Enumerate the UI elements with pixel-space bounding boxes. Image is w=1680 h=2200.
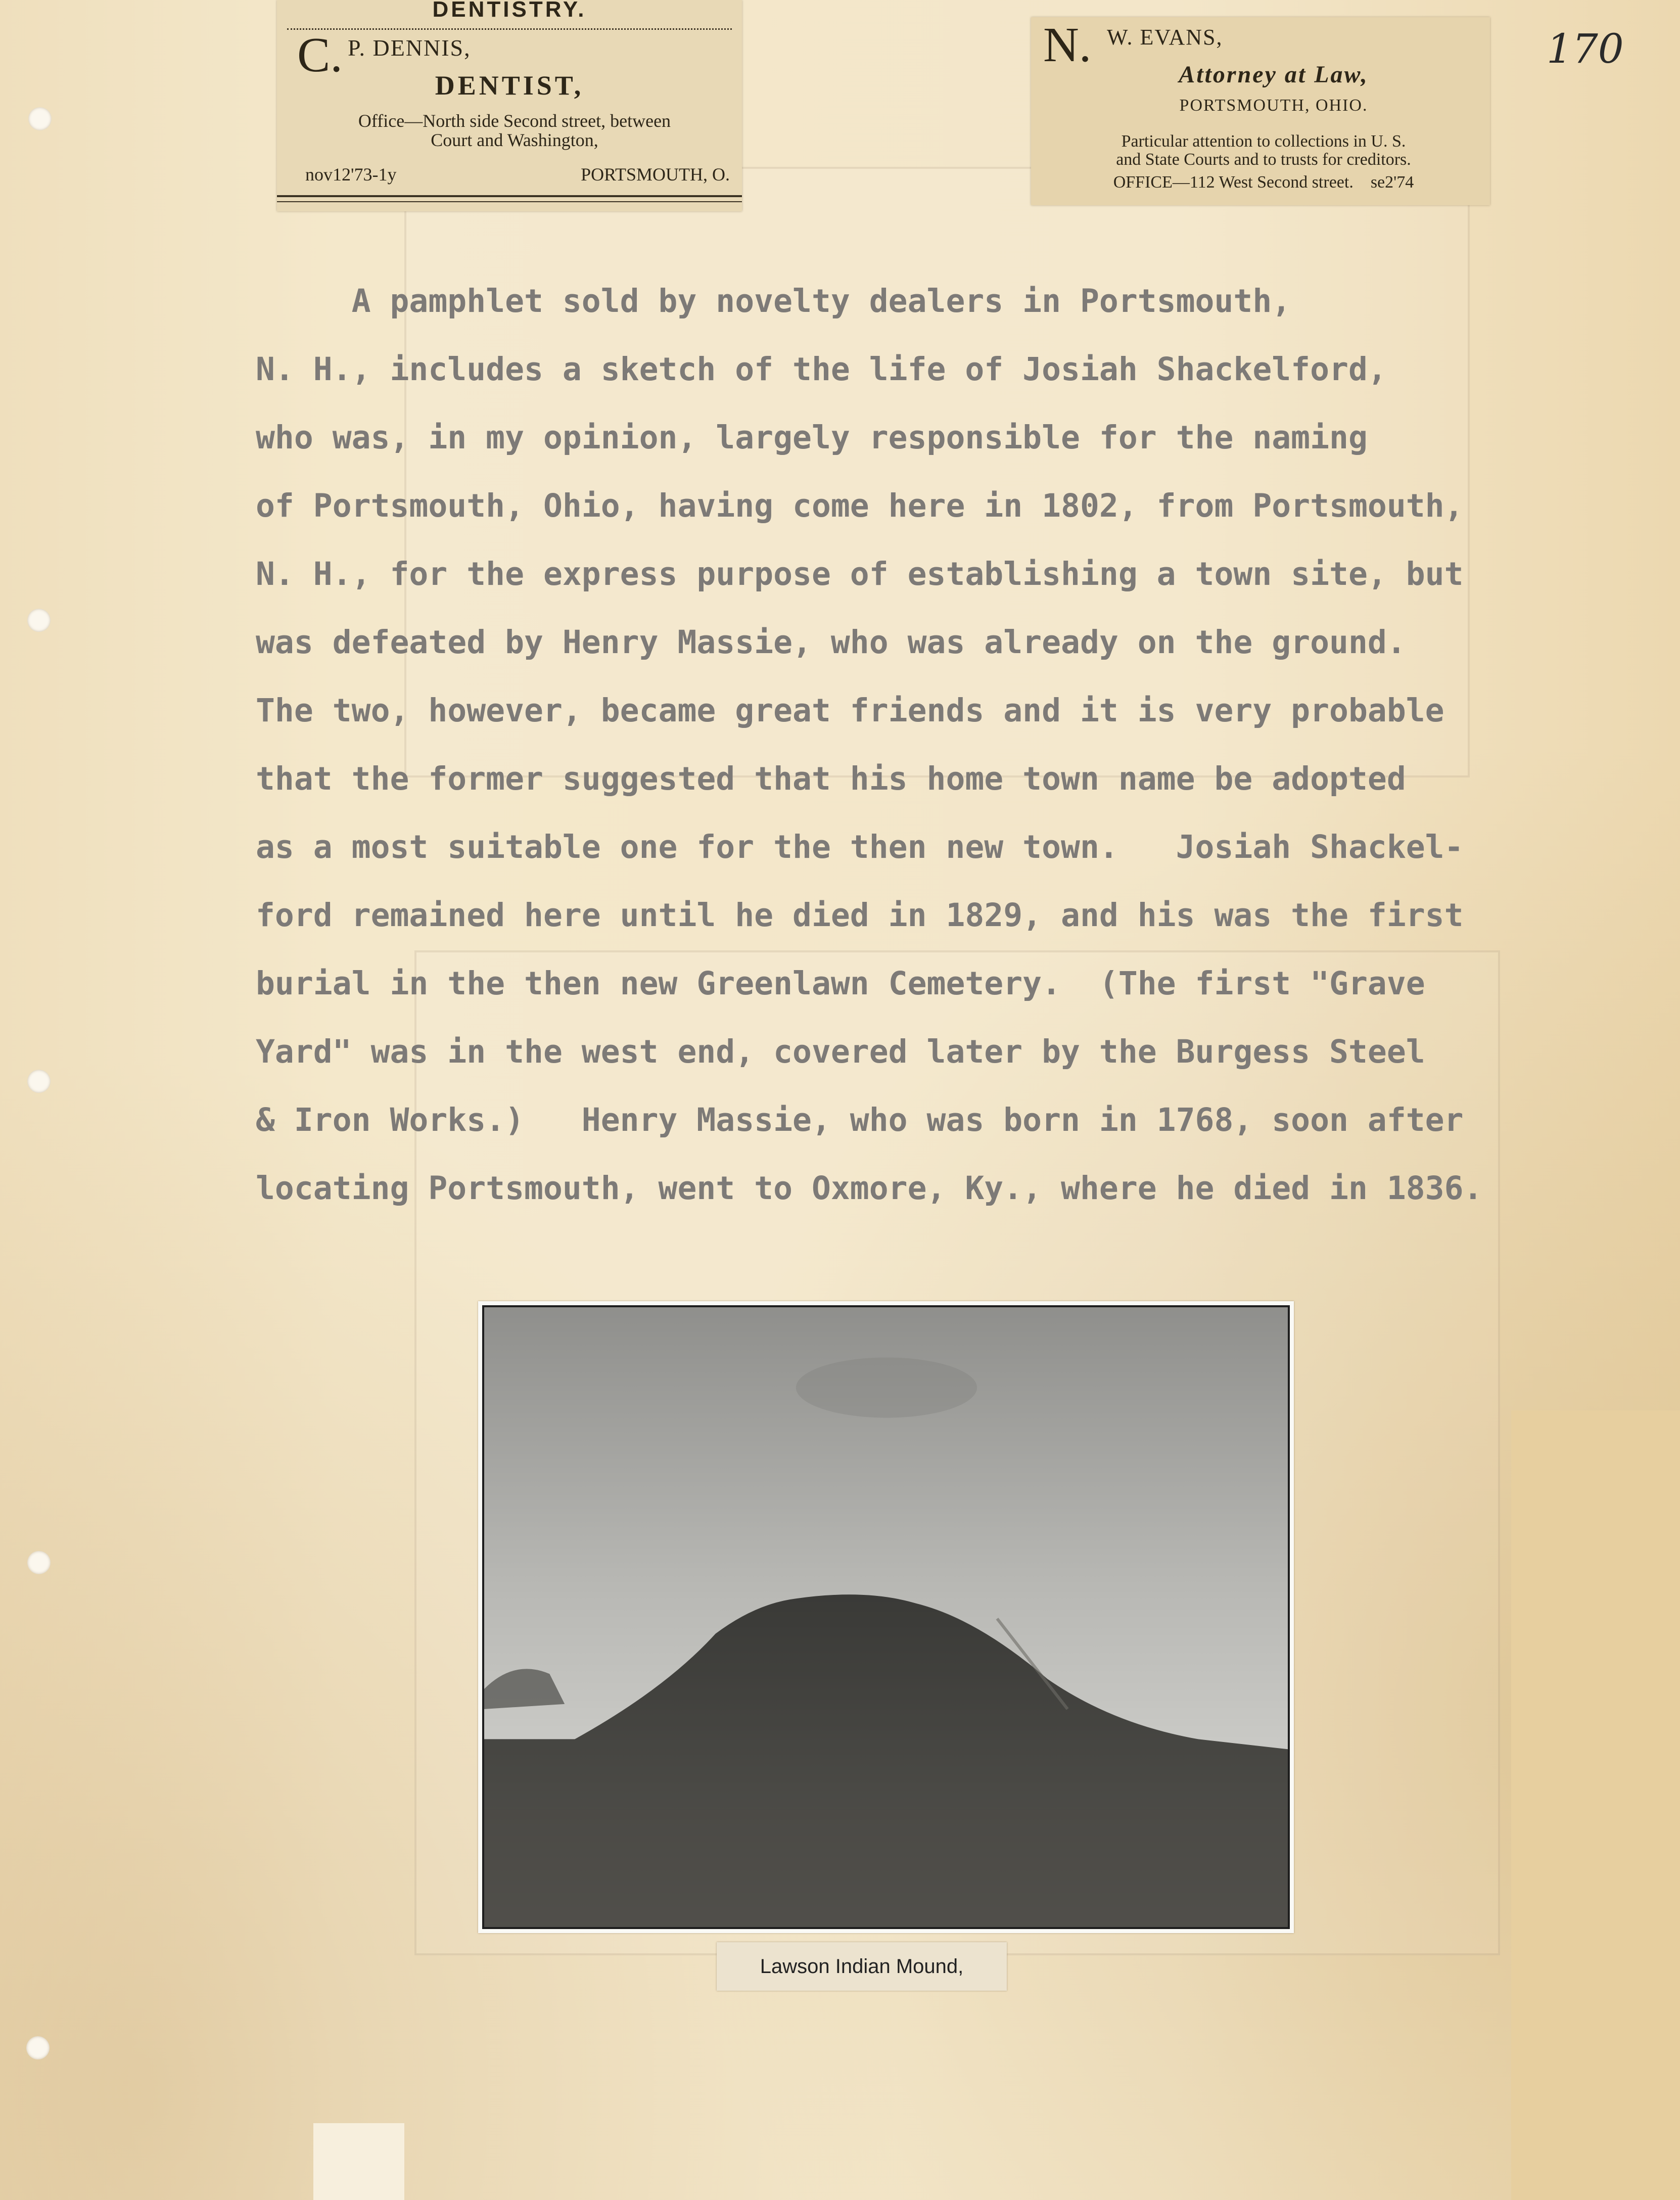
punch-hole xyxy=(27,1551,51,1574)
office-line: Court and Washington, xyxy=(431,130,598,150)
attorney-title: Attorney at Law, xyxy=(1179,61,1369,88)
note-line: Particular attention to collections in U. S. xyxy=(1121,132,1406,151)
page-number: 170 xyxy=(1547,25,1624,72)
punch-hole xyxy=(27,1070,51,1093)
text-line: was defeated by Henry Massie, who was already on the ground. xyxy=(256,624,1406,661)
note-line: and State Courts and to trusts for creditors. xyxy=(1116,150,1411,169)
clipping-dentist-ad xyxy=(277,0,742,211)
clipping-heading: DENTISTRY. xyxy=(432,0,587,22)
attorney-name: W. EVANS, xyxy=(1107,25,1223,50)
city: PORTSMOUTH, O. xyxy=(581,164,730,185)
photo-mount xyxy=(478,1301,1294,1933)
clipping-attorney-ad xyxy=(1031,17,1490,205)
text-line: A pamphlet sold by novelty dealers in Portsmouth, xyxy=(256,283,1291,319)
text-line: who was, in my opinion, largely responsible for the naming xyxy=(256,419,1368,456)
text-line: locating Portsmouth, went to Oxmore, Ky., where he died in 1836. xyxy=(256,1170,1483,1207)
text-line: N. H., includes a sketch of the life of Josiah Shackelford, xyxy=(256,351,1387,388)
text-line: of Portsmouth, Ohio, having come here in 1802, from Portsmouth, xyxy=(256,487,1464,524)
dentist-name: P. DENNIS, xyxy=(348,35,471,61)
clipping-footer xyxy=(305,164,730,185)
text-line: burial in the then new Greenlawn Cemetery. (The first "Grave xyxy=(256,965,1425,1002)
date-code: nov12'73-1y xyxy=(305,164,397,185)
punch-hole xyxy=(27,609,51,632)
office-line: OFFICE—112 West Second street. xyxy=(1113,173,1354,192)
torn-paper-right xyxy=(1511,1410,1680,2200)
photo-caption: Lawson Indian Mound, xyxy=(717,1942,1007,1991)
city: PORTSMOUTH, OHIO. xyxy=(1179,96,1368,115)
text-line: as a most suitable one for the then new town. Josiah Shackel- xyxy=(256,829,1464,865)
text-line: ford remained here until he died in 1829, and his was the first xyxy=(256,897,1464,934)
punch-hole xyxy=(26,2036,50,2059)
mound-photograph xyxy=(482,1305,1290,1929)
text-line: The two, however, became great friends and it is very probable xyxy=(256,692,1444,729)
dropcap-letter: C. xyxy=(297,28,343,82)
punch-hole xyxy=(28,107,52,130)
text-line: N. H., for the express purpose of establishing a town site, but xyxy=(256,556,1464,592)
dentist-title: DENTIST, xyxy=(435,70,584,101)
attorney-note xyxy=(1041,132,1486,169)
torn-paper-bottom xyxy=(313,2123,404,2200)
office-address xyxy=(1041,173,1486,192)
text-line: that the former suggested that his home town name be adopted xyxy=(256,760,1406,797)
dropcap-letter: N. xyxy=(1043,18,1092,72)
date-code: se2'74 xyxy=(1370,173,1414,192)
office-line: Office—North side Second street, between xyxy=(358,111,671,131)
office-address xyxy=(292,111,737,150)
text-line: Yard" was in the west end, covered later by the Burgess Steel xyxy=(256,1033,1425,1070)
divider xyxy=(277,195,742,202)
text-line: & Iron Works.) Henry Massie, who was born in 1768, soon after xyxy=(256,1102,1464,1138)
typewritten-paragraph xyxy=(256,267,1560,1222)
